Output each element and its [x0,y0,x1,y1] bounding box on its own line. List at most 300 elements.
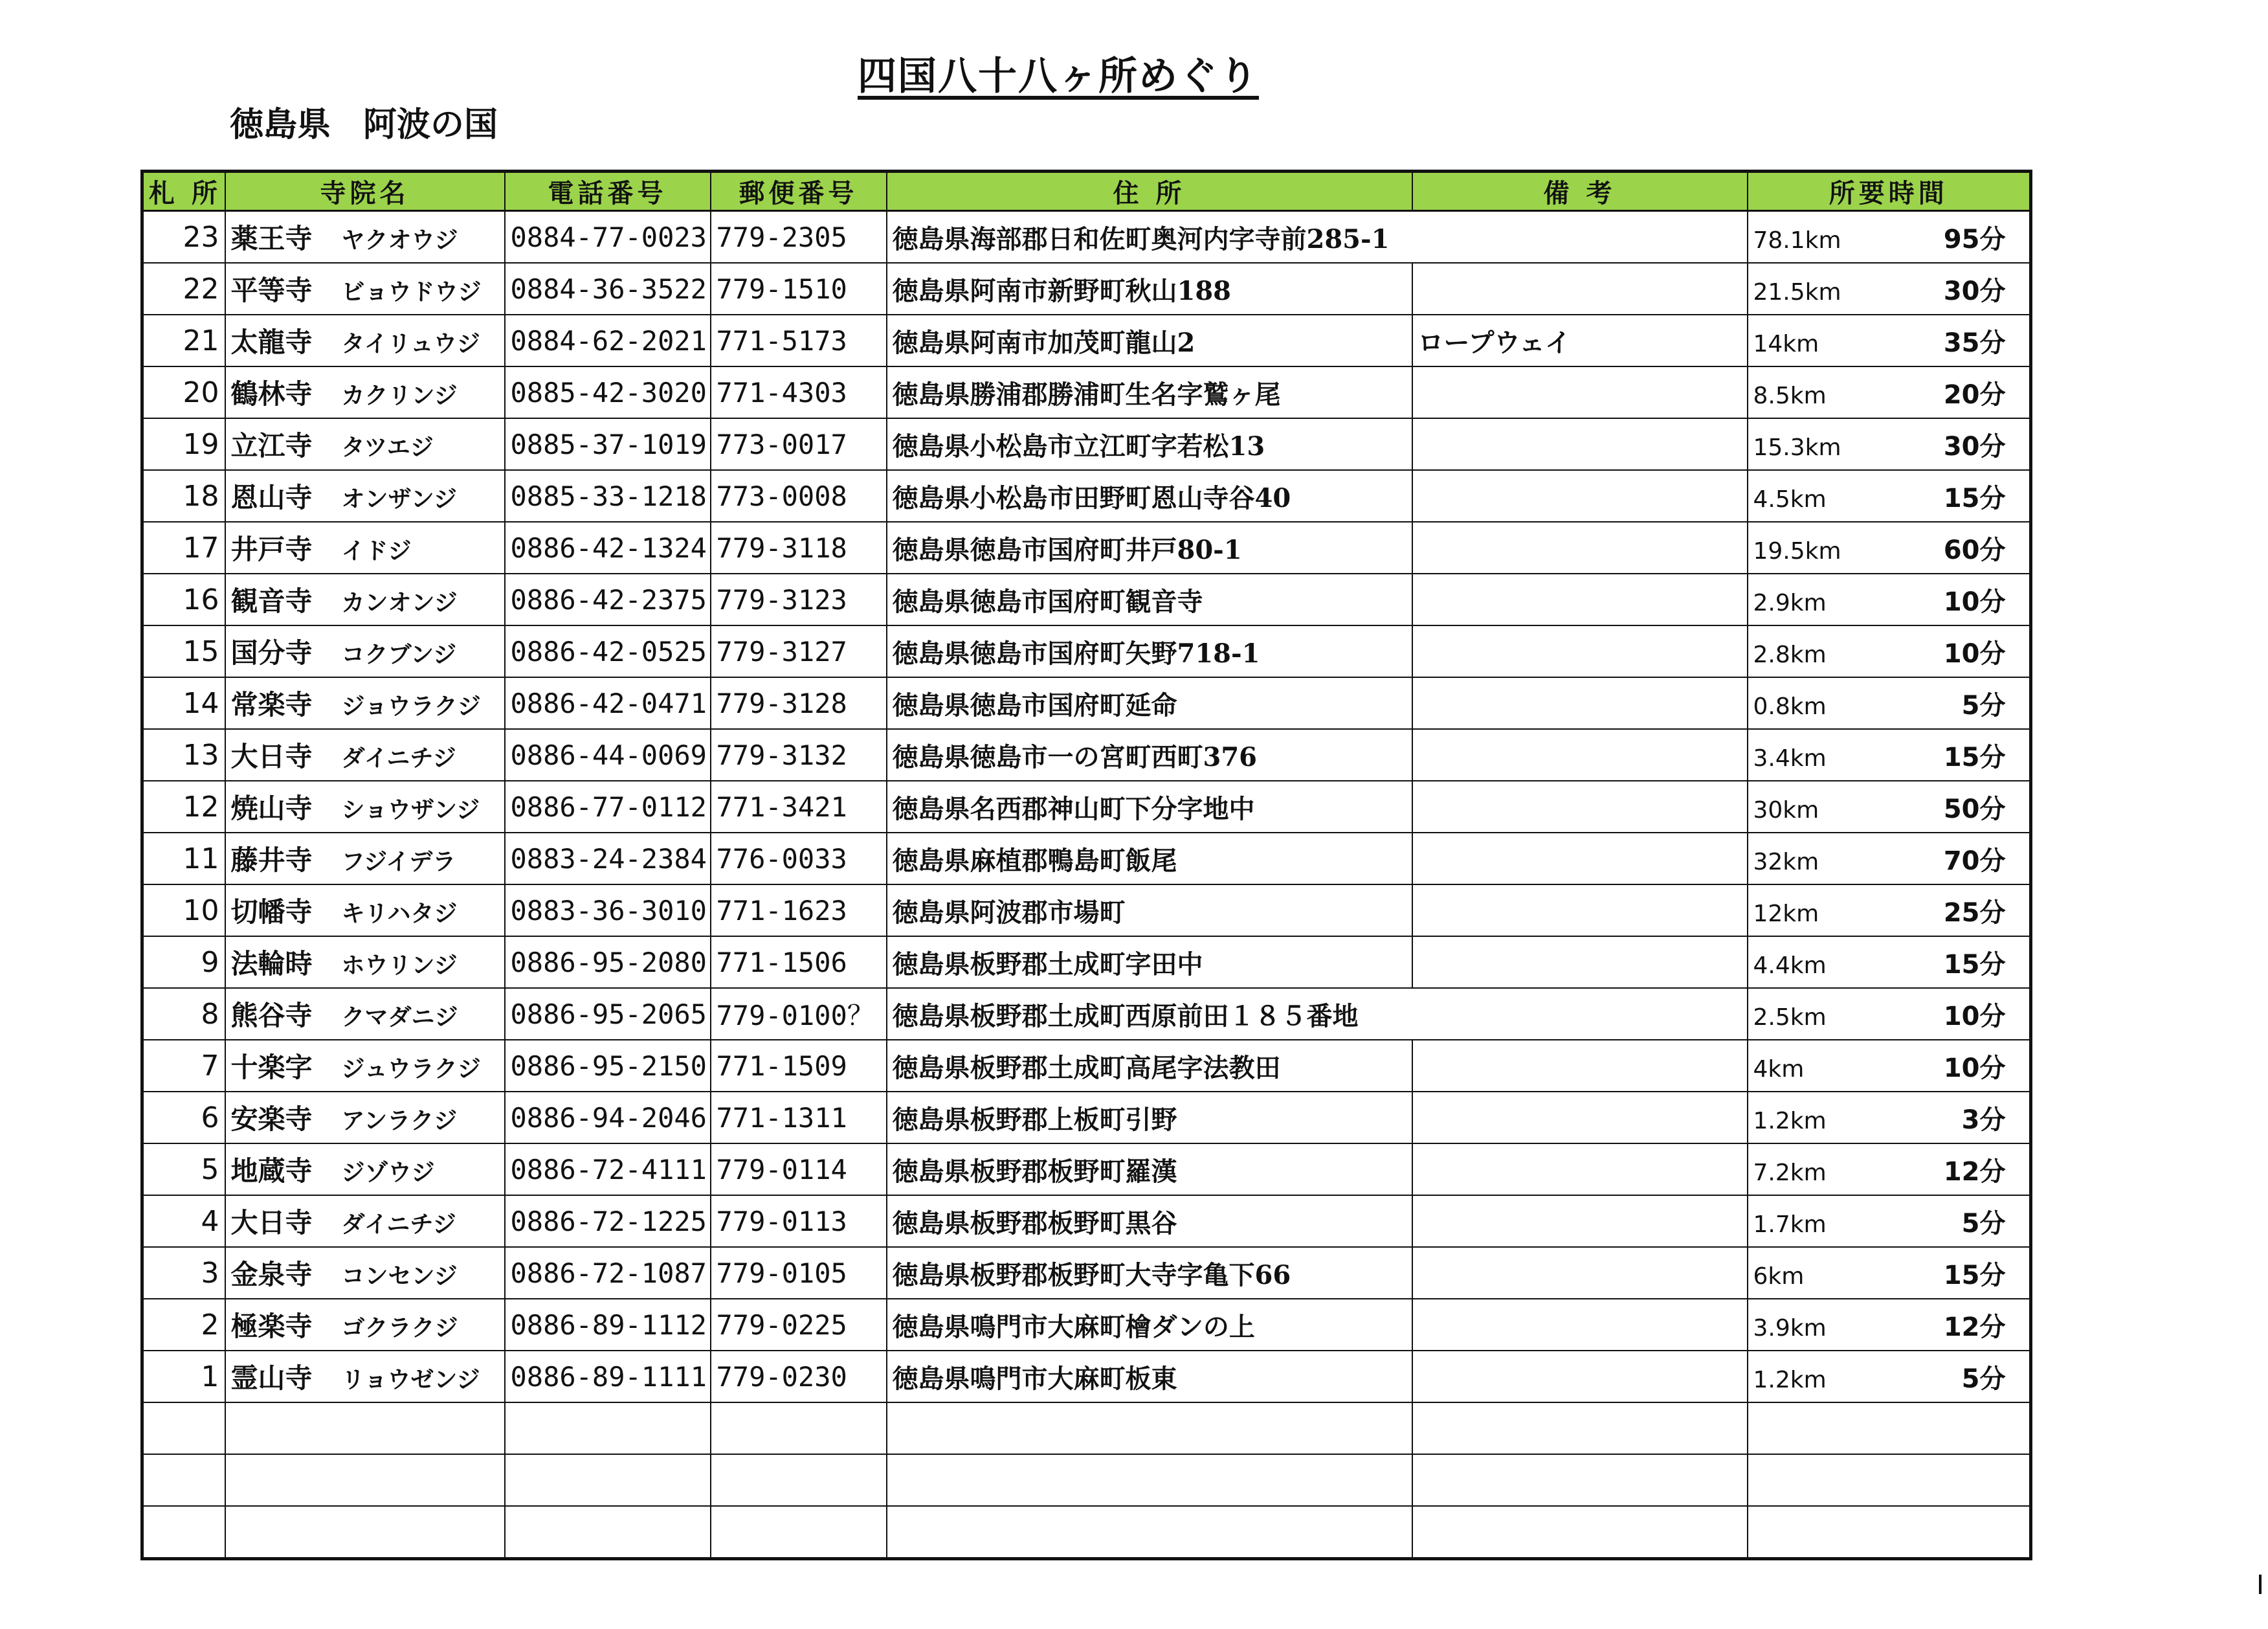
distance: 0.8km [1753,693,1827,720]
travel-time-cell [1748,1092,2031,1143]
temple-name: 熊谷寺 [230,1000,313,1031]
temple-name: 切幡寺 [230,896,313,928]
travel-time-cell [1748,1040,2031,1092]
temple-kana: クマダニジ [341,1004,458,1031]
travel-time-cell [1748,418,2031,470]
empty-cell [225,1454,505,1506]
note [1412,418,1748,470]
table-row [142,418,2031,470]
distance: 14km [1753,330,1819,357]
temple-kana: イドジ [341,537,412,565]
postal-code: 779-0114 [711,1143,887,1195]
temple-kana: ゴクラクジ [341,1314,458,1342]
temple-name-cell [225,211,505,264]
duration: 15分 [1943,949,2006,980]
note [1412,1092,1748,1143]
postal-code: 779-2305 [711,211,887,264]
table-row [142,315,2031,366]
phone-number: 0885-42-3020 [505,366,711,418]
empty-cell [887,1454,1412,1506]
temple-kana: リョウゼンジ [341,1366,480,1393]
travel-time-cell [1748,1247,2031,1299]
distance: 7.2km [1753,1159,1827,1186]
travel-time-cell [1748,729,2031,781]
address: 徳島県板野郡土成町高尾字法教田 [887,1040,1412,1092]
travel-time-cell [1748,1195,2031,1247]
temple-kana: オンザンジ [341,486,457,513]
duration: 5分 [1961,690,2006,721]
travel-time-cell [1748,1143,2031,1195]
temple-name: 井戸寺 [230,534,313,565]
header-temple: 寺院名 [225,172,505,211]
duration: 15分 [1943,483,2006,513]
temple-name-cell [225,366,505,418]
empty-cell [887,1506,1412,1559]
distance: 3.4km [1753,745,1827,772]
phone-number: 0886-94-2046 [505,1092,711,1143]
empty-cell [711,1454,887,1506]
travel-time-cell [1748,1299,2031,1351]
temple-name: 常楽寺 [230,689,313,721]
travel-time-cell [1748,1351,2031,1402]
note: ロープウェイ [1412,315,1748,366]
postal-code: 779-0105 [711,1247,887,1299]
duration: 5分 [1961,1208,2006,1239]
address: 徳島県徳島市国府町延命 [887,677,1412,729]
travel-time-cell [1748,884,2031,936]
duration: 50分 [1943,794,2006,824]
phone-number: 0886-42-1324 [505,522,711,574]
table-row [142,263,2031,315]
table-row [142,1195,2031,1247]
phone-number: 0886-72-1225 [505,1195,711,1247]
postal-code: 773-0008 [711,470,887,522]
table-row [142,1092,2031,1143]
distance: 2.8km [1753,641,1827,668]
table-row [142,1299,2031,1351]
temple-number: 23 [142,211,225,264]
postal-code: 771-3421 [711,781,887,833]
temple-number: 3 [142,1247,225,1299]
temple-name: 霊山寺 [230,1362,313,1394]
temple-name: 金泉寺 [230,1259,313,1290]
empty-cell [505,1402,711,1454]
temple-kana: カンオンジ [341,589,458,616]
temple-number: 11 [142,833,225,884]
phone-number: 0886-89-1111 [505,1351,711,1402]
phone-number: 0886-44-0069 [505,729,711,781]
table-row [142,1351,2031,1402]
temple-number: 4 [142,1195,225,1247]
table-row [142,781,2031,833]
distance: 2.9km [1753,589,1827,616]
note [1412,936,1748,988]
table-row [142,574,2031,625]
duration: 10分 [1943,1001,2006,1031]
temple-kana: キリハタジ [341,900,458,927]
duration: 5分 [1961,1364,2006,1394]
temple-name: 大日寺 [230,1207,313,1239]
phone-number: 0884-77-0023 [505,211,711,264]
address: 徳島県名西郡神山町下分字地中 [887,781,1412,833]
postal-code: 776-0033 [711,833,887,884]
note [1412,833,1748,884]
postal-code: 771-5173 [711,315,887,366]
temple-name: 太龍寺 [230,326,313,358]
temple-name: 恩山寺 [230,482,313,513]
empty-cell [225,1506,505,1559]
duration: 12分 [1943,1312,2006,1342]
phone-number: 0886-42-0471 [505,677,711,729]
empty-cell [1412,1402,1748,1454]
temple-number: 14 [142,677,225,729]
distance: 21.5km [1753,278,1841,306]
duration: 15分 [1943,742,2006,772]
address: 徳島県鳴門市大麻町板東 [887,1351,1412,1402]
temple-name-cell [225,625,505,677]
address: 徳島県板野郡板野町黒谷 [887,1195,1412,1247]
address: 徳島県海部郡日和佐町奥河内字寺前285-1 [887,211,1748,264]
travel-time-cell [1748,988,2031,1040]
distance: 1.7km [1753,1211,1827,1238]
header-note: 備 考 [1412,172,1748,211]
duration: 70分 [1943,846,2006,876]
duration: 25分 [1943,897,2006,928]
temple-kana: アンラクジ [341,1107,458,1134]
temple-number: 2 [142,1299,225,1351]
duration: 30分 [1943,431,2006,462]
temple-kana: カクリンジ [341,382,458,409]
empty-row [142,1506,2031,1559]
address: 徳島県板野郡板野町大寺字亀下66 [887,1247,1412,1299]
temple-name-cell [225,574,505,625]
temple-name: 薬王寺 [230,223,313,254]
temple-table [140,170,2032,1560]
temple-kana: ホウリンジ [341,952,458,979]
table-row [142,677,2031,729]
empty-cell [711,1402,887,1454]
temple-name: 藤井寺 [230,844,313,876]
address: 徳島県鳴門市大麻町檜ダンの上 [887,1299,1412,1351]
duration: 20分 [1943,379,2006,410]
temple-number: 7 [142,1040,225,1092]
duration: 30分 [1943,276,2006,306]
temple-number: 15 [142,625,225,677]
note [1412,470,1748,522]
temple-name: 国分寺 [230,637,313,669]
temple-name-cell [225,1040,505,1092]
duration: 10分 [1943,638,2006,669]
phone-number: 0886-42-0525 [505,625,711,677]
empty-cell [1748,1402,2031,1454]
note [1412,263,1748,315]
empty-cell [887,1402,1412,1454]
phone-number: 0886-77-0112 [505,781,711,833]
distance: 6km [1753,1263,1805,1290]
address: 徳島県板野郡土成町西原前田１８５番地 [887,988,1748,1040]
temple-number: 21 [142,315,225,366]
page-title: 四国八十八ヶ所めぐり [858,54,1259,99]
temple-name: 法輪時 [230,948,313,980]
temple-kana: ショウザンジ [341,796,480,824]
address: 徳島県小松島市田野町恩山寺谷40 [887,470,1412,522]
phone-number: 0886-72-4111 [505,1143,711,1195]
temple-name-cell [225,936,505,988]
empty-cell [142,1402,225,1454]
postal-code: 779-0113 [711,1195,887,1247]
prefecture-label: 徳島県 [230,105,331,144]
temple-number: 6 [142,1092,225,1143]
empty-cell [1412,1454,1748,1506]
travel-time-cell [1748,677,2031,729]
travel-time-cell [1748,470,2031,522]
distance: 4.5km [1753,486,1827,513]
address: 徳島県勝浦郡勝浦町生名字鷲ヶ尾 [887,366,1412,418]
distance: 19.5km [1753,537,1841,565]
temple-name-cell [225,833,505,884]
temple-name-cell [225,418,505,470]
postal-code: 779-0100？ [711,988,887,1040]
postal-code: 779-3128 [711,677,887,729]
postal-code: 779-3118 [711,522,887,574]
temple-number: 8 [142,988,225,1040]
postal-code: 779-0225 [711,1299,887,1351]
temple-name-cell [225,1092,505,1143]
phone-number: 0886-72-1087 [505,1247,711,1299]
temple-number: 12 [142,781,225,833]
address: 徳島県徳島市国府町矢野718-1 [887,625,1412,677]
table-row [142,729,2031,781]
table-row [142,988,2031,1040]
temple-kana: フジイデラ [341,848,456,875]
distance: 15.3km [1753,434,1841,461]
temple-name-cell [225,781,505,833]
table-header-row [142,172,2031,211]
address: 徳島県小松島市立江町字若松13 [887,418,1412,470]
header-zip: 郵便番号 [711,172,887,211]
duration: 60分 [1943,535,2006,565]
travel-time-cell [1748,781,2031,833]
empty-cell [142,1454,225,1506]
table-row [142,522,2031,574]
empty-cell [1748,1506,2031,1559]
travel-time-cell [1748,366,2031,418]
note [1412,729,1748,781]
header-number: 札 所 [142,172,225,211]
temple-name-cell [225,1143,505,1195]
temple-kana: タツエジ [341,434,434,461]
temple-name: 立江寺 [230,430,313,462]
note [1412,677,1748,729]
postal-code: 779-1510 [711,263,887,315]
empty-cell [225,1402,505,1454]
temple-name: 十楽字 [230,1051,313,1083]
note [1412,625,1748,677]
temple-name: 安楽寺 [230,1103,313,1135]
temple-name: 焼山寺 [230,792,313,824]
phone-number: 0886-89-1112 [505,1299,711,1351]
temple-kana: タイリュウジ [341,330,480,357]
edge-mark [2259,1575,2262,1594]
temple-kana: コンセンジ [341,1263,458,1290]
phone-number: 0883-24-2384 [505,833,711,884]
travel-time-cell [1748,315,2031,366]
postal-code: 779-3127 [711,625,887,677]
distance: 1.2km [1753,1366,1827,1393]
distance: 12km [1753,900,1819,927]
temple-number: 9 [142,936,225,988]
table-row [142,625,2031,677]
table-row [142,366,2031,418]
temple-name-cell [225,1351,505,1402]
temple-number: 16 [142,574,225,625]
phone-number: 0884-62-2021 [505,315,711,366]
distance: 32km [1753,848,1819,875]
travel-time-cell [1748,936,2031,988]
duration: 35分 [1943,328,2006,358]
table-row [142,1143,2031,1195]
temple-name-cell [225,522,505,574]
temple-number: 13 [142,729,225,781]
address: 徳島県板野郡上板町引野 [887,1092,1412,1143]
empty-cell [505,1506,711,1559]
header-time: 所要時間 [1748,172,2031,211]
address: 徳島県阿南市加茂町龍山2 [887,315,1412,366]
note [1412,1299,1748,1351]
table-row [142,470,2031,522]
temple-name-cell [225,315,505,366]
distance: 30km [1753,796,1819,824]
travel-time-cell [1748,522,2031,574]
temple-name-cell [225,677,505,729]
temple-name: 平等寺 [230,275,313,306]
temple-kana: ジョウラクジ [341,693,481,720]
note [1412,366,1748,418]
temple-number: 19 [142,418,225,470]
note [1412,1247,1748,1299]
duration: 10分 [1943,587,2006,617]
travel-time-cell [1748,211,2031,264]
note [1412,1040,1748,1092]
postal-code: 771-1506 [711,936,887,988]
table-row [142,833,2031,884]
note [1412,522,1748,574]
distance: 4.4km [1753,952,1827,979]
phone-number: 0884-36-3522 [505,263,711,315]
note [1412,884,1748,936]
page-subtitle [230,97,498,146]
distance: 1.2km [1753,1107,1827,1134]
postal-code: 771-4303 [711,366,887,418]
table-row [142,1040,2031,1092]
temple-name-cell [225,729,505,781]
table-row [142,211,2031,264]
temple-name: 大日寺 [230,741,313,772]
address: 徳島県徳島市一の宮町西町376 [887,729,1412,781]
temple-number: 1 [142,1351,225,1402]
phone-number: 0885-37-1019 [505,418,711,470]
empty-row [142,1402,2031,1454]
address: 徳島県徳島市国府町井戸80-1 [887,522,1412,574]
table-row [142,936,2031,988]
distance: 3.9km [1753,1314,1827,1342]
address: 徳島県板野郡板野町羅漢 [887,1143,1412,1195]
postal-code: 779-3123 [711,574,887,625]
duration: 15分 [1943,1260,2006,1290]
temple-kana: コクブンジ [341,641,457,668]
note [1412,1143,1748,1195]
empty-row [142,1454,2031,1506]
address: 徳島県麻植郡鴨島町飯尾 [887,833,1412,884]
duration: 3分 [1961,1105,2006,1135]
temple-kana: ジュウラクジ [341,1055,481,1083]
temple-name-cell [225,1195,505,1247]
temple-number: 10 [142,884,225,936]
phone-number: 0886-42-2375 [505,574,711,625]
temple-name: 鶴林寺 [230,378,313,410]
address: 徳島県阿南市新野町秋山188 [887,263,1412,315]
temple-kana: ヤクオウジ [341,227,458,254]
note [1412,1195,1748,1247]
duration: 95分 [1943,224,2006,254]
temple-number: 5 [142,1143,225,1195]
temple-kana: ダイニチジ [341,1211,456,1238]
postal-code: 771-1509 [711,1040,887,1092]
note [1412,781,1748,833]
empty-cell [1748,1454,2031,1506]
empty-cell [142,1506,225,1559]
temple-name-cell [225,1299,505,1351]
distance: 8.5km [1753,382,1827,409]
postal-code: 779-0230 [711,1351,887,1402]
header-tel: 電話番号 [505,172,711,211]
temple-name-cell [225,470,505,522]
address: 徳島県徳島市国府町観音寺 [887,574,1412,625]
phone-number: 0886-95-2080 [505,936,711,988]
postal-code: 771-1311 [711,1092,887,1143]
temple-name: 極楽寺 [230,1310,313,1342]
distance: 2.5km [1753,1004,1827,1031]
table-row [142,884,2031,936]
duration: 12分 [1943,1156,2006,1187]
distance: 78.1km [1753,227,1841,254]
distance: 4km [1753,1055,1805,1083]
postal-code: 771-1623 [711,884,887,936]
note [1412,1351,1748,1402]
phone-number: 0883-36-3010 [505,884,711,936]
table-body [142,211,2031,1559]
temple-name-cell [225,263,505,315]
temple-number: 18 [142,470,225,522]
postal-code: 773-0017 [711,418,887,470]
travel-time-cell [1748,833,2031,884]
empty-cell [711,1506,887,1559]
temple-name: 観音寺 [230,585,313,617]
duration: 10分 [1943,1053,2006,1083]
phone-number: 0886-95-2065 [505,988,711,1040]
travel-time-cell [1748,263,2031,315]
postal-code: 779-3132 [711,729,887,781]
header-address: 住 所 [887,172,1412,211]
temple-kana: ビョウドウジ [341,278,482,306]
address: 徳島県阿波郡市場町 [887,884,1412,936]
temple-name-cell [225,988,505,1040]
phone-number: 0885-33-1218 [505,470,711,522]
travel-time-cell [1748,625,2031,677]
table-row [142,1247,2031,1299]
temple-number: 22 [142,263,225,315]
note [1412,574,1748,625]
